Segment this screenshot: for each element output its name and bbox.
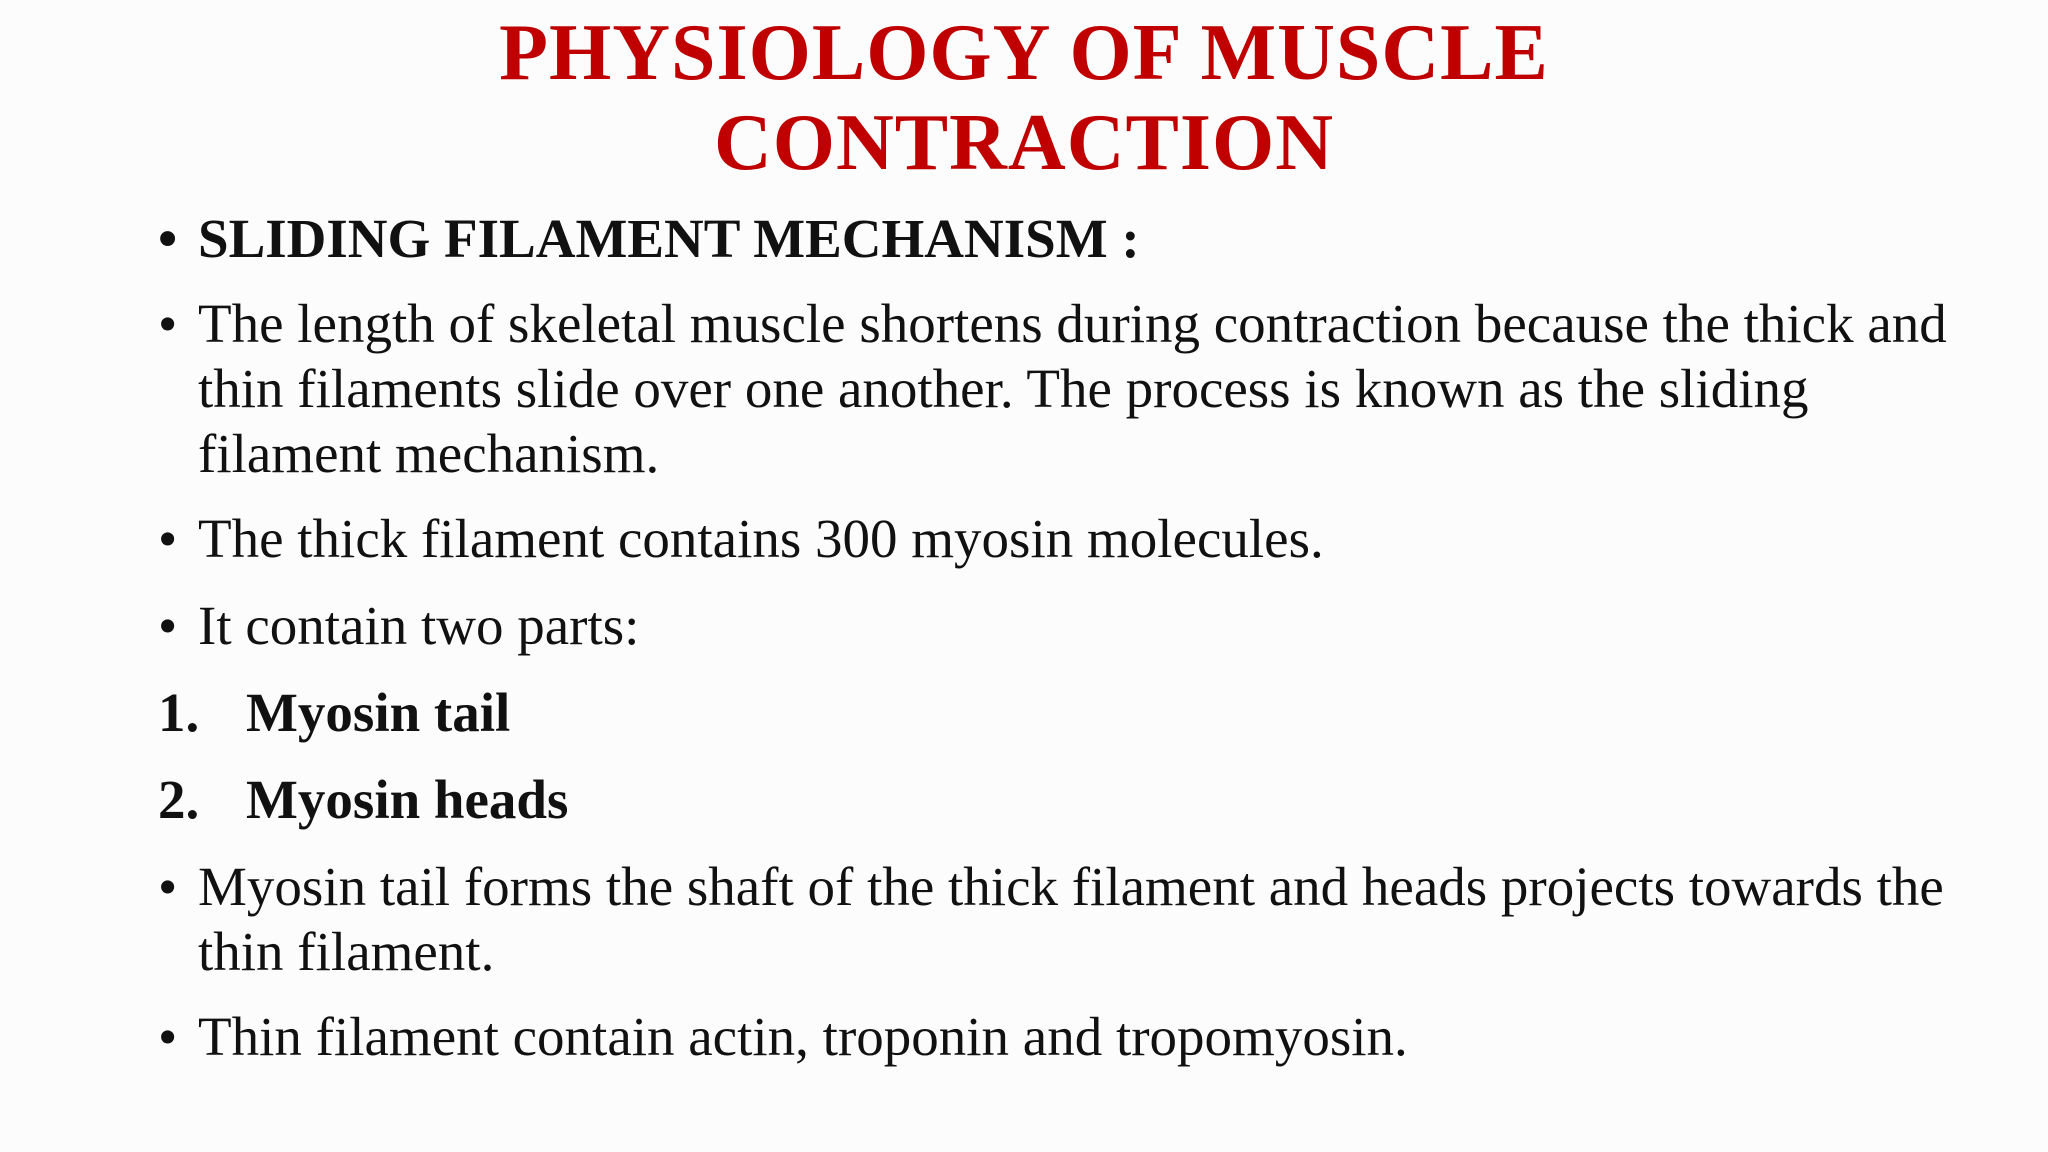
bullet-marker: • [158,1006,178,1067]
list-item [158,593,1978,658]
bullet-marker: • [158,293,178,354]
number-marker: 2. [158,769,200,830]
bullet-text: The length of skeletal muscle shortens during contraction because the thick and thin filaments slide over one another. The process is known as the sliding filament mechanism. [198,293,1947,484]
title-line-1: PHYSIOLOGY OF MUSCLE [499,9,1549,97]
numbered-text: Myosin tail [246,682,511,743]
bullet-text: The thick filament contains 300 myosin molecules. [198,508,1324,569]
bullet-marker: • [158,508,178,569]
numbered-text: Myosin heads [246,769,569,830]
bullet-text: It contain two parts: [198,595,640,656]
list-item [158,854,1978,984]
heading-sliding-filament: SLIDING FILAMENT MECHANISM : [198,208,1140,269]
bullet-text: Thin filament contain actin, troponin and tropomyosin. [198,1006,1408,1067]
bullet-marker: • [158,595,178,656]
list-item [158,506,1978,571]
numbered-item [158,680,1978,745]
list-item [158,291,1978,486]
numbered-item [158,767,1978,832]
title-line-2: CONTRACTION [714,99,1334,187]
slide-body [158,206,1978,1069]
bullet-marker: • [158,208,178,269]
number-marker: 1. [158,682,200,743]
list-item [158,206,1978,271]
bullet-marker: • [158,856,178,917]
bullet-text: Myosin tail forms the shaft of the thick filament and heads projects towards the thin filament. [198,856,1944,982]
slide-title [0,8,2048,188]
list-item [158,1004,1978,1069]
